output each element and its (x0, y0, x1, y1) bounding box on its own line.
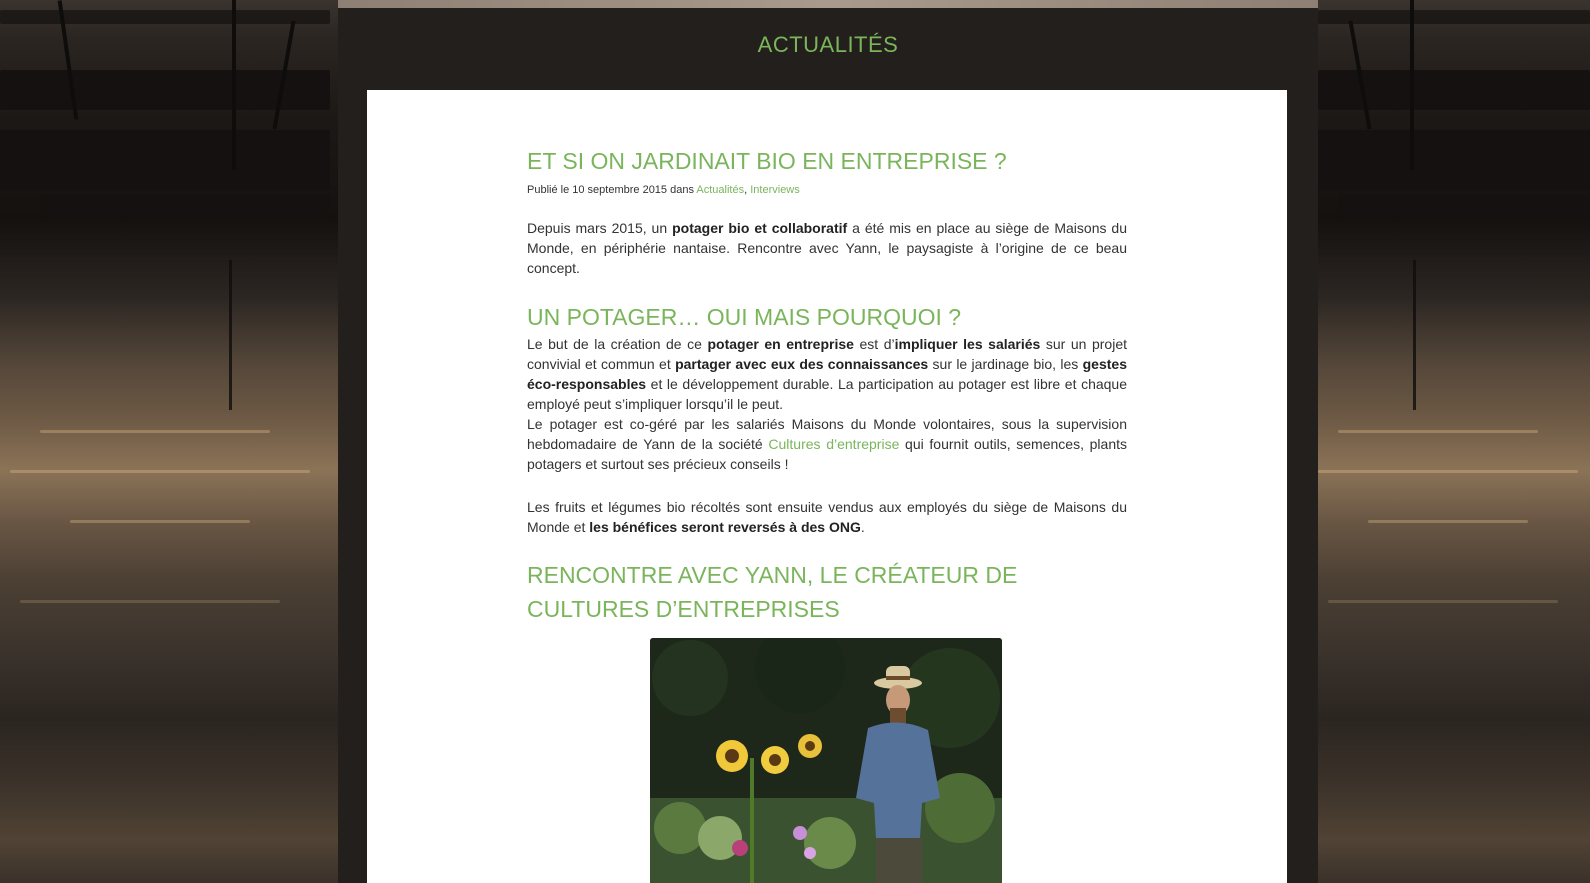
intro-bold-1: potager bio et collaboratif (672, 220, 848, 236)
p3-text-1: Les fruits et légumes bio récoltés sont ensuite vendus aux employés du siège de Maisons du Monde et (527, 499, 1127, 535)
section-heading-pourquoi: UN POTAGER… OUI MAIS POURQUOI ? (527, 304, 962, 330)
p2-text-1: Le potager est co-géré par les salariés Maisons du Monde volontaires, sous la supervision hebdomadaire de Yann de la société (527, 416, 1127, 452)
p2-text-2: qui fournit outils, semences, plants potagers et surtout ses précieux conseils ! (527, 436, 1128, 472)
p1-bold-1: potager en entreprise (707, 336, 854, 352)
intro-paragraph (527, 218, 1127, 278)
cultures-entreprise-link[interactable]: Cultures d’entreprise (768, 436, 900, 452)
background-scenery-left (0, 0, 338, 883)
photo-illustration (650, 638, 1002, 883)
category-link-actualites[interactable]: Actualités (696, 184, 745, 196)
site-title[interactable]: ACTUALITÉS (757, 32, 899, 57)
p1-text-2: est d’ (853, 336, 895, 352)
paragraph-but (527, 334, 1127, 414)
intro-text-2: a été mis en place au siège de Maisons du Monde, en périphérie nantaise. Rencontre avec Yann, le paysagiste à l’origine de ce beau concept. (527, 220, 1128, 276)
paragraph-fruits (527, 497, 1127, 537)
photo-yann-garden (650, 638, 1002, 883)
background-top-strip (338, 0, 1318, 8)
page-frame (338, 8, 1318, 883)
p1-text-4: sur le jardinage bio, les (928, 356, 1083, 372)
p3-text-2: . (860, 519, 865, 535)
content-box (367, 90, 1287, 883)
p1-bold-3: partager avec eux des connaissances (675, 356, 929, 372)
category-link-interviews[interactable]: Interviews (750, 184, 800, 196)
p1-text-5: et le développement durable. La participation au potager est libre et chaque employé peut s’impliquer lorsqu’il le peut. (527, 376, 1127, 412)
p1-text-3: sur un projet convivial et commun et (527, 336, 1127, 372)
article-title[interactable]: ET SI ON JARDINAIT BIO EN ENTREPRISE ? (527, 148, 1007, 174)
paragraph-cogere (527, 414, 1127, 474)
intro-text-1: Depuis mars 2015, un (527, 220, 673, 236)
p1-bold-4: gestes éco-responsables (527, 356, 1127, 392)
meta-published-text: Publié le 10 septembre 2015 dans (527, 184, 697, 196)
background-scenery-right (1318, 0, 1590, 883)
article-meta (527, 183, 800, 197)
section-heading-rencontre: RENCONTRE AVEC YANN, LE CRÉATEUR DE CULTURES D’ENTREPRISES (527, 562, 1018, 622)
p1-bold-2: impliquer les salariés (894, 336, 1041, 352)
meta-separator: , (744, 184, 751, 196)
p1-text-1: Le but de la création de ce (527, 336, 708, 352)
p3-bold-1: les bénéfices seront reversés à des ONG (589, 519, 861, 535)
